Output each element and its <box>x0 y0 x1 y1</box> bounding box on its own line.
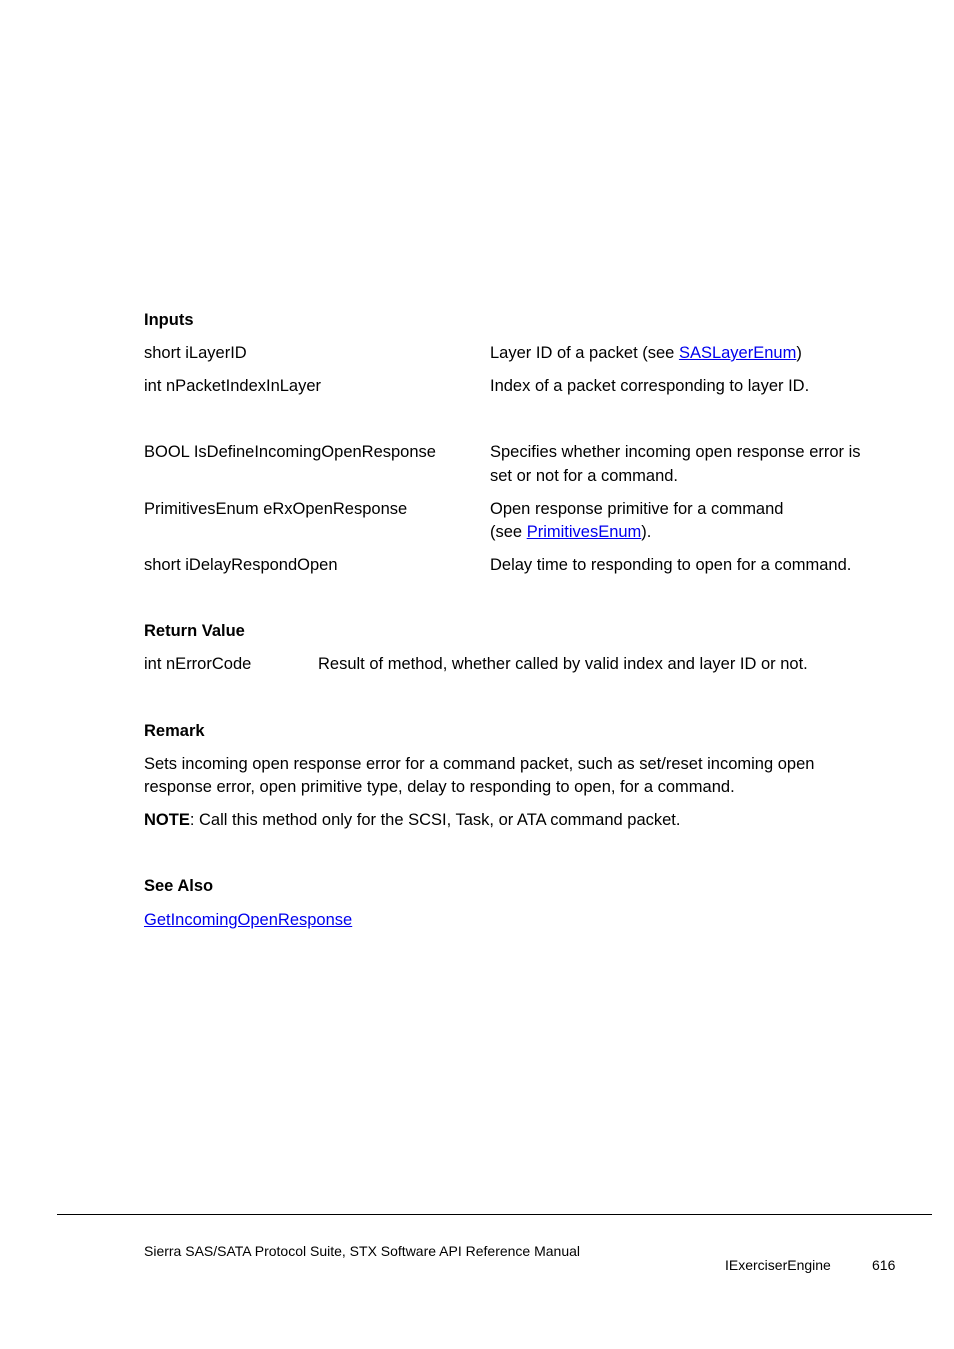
footer-page-number: 616 <box>872 1257 896 1273</box>
param-name-idelayrespondopen: short iDelayRespondOpen <box>144 556 338 574</box>
return-value-name: int nErrorCode <box>144 655 252 673</box>
param-name-isdefineincomingopenresponse: BOOL IsDefineIncomingOpenResponse <box>144 443 436 461</box>
param-desc-erxopenresponse-line2: (see PrimitivesEnum). <box>490 523 652 541</box>
param-name-erxopenresponse: PrimitivesEnum eRxOpenResponse <box>144 500 408 518</box>
remark-line1: Sets incoming open response error for a command packet, such as set/reset incoming open <box>144 755 815 773</box>
remark-note <box>144 809 680 832</box>
remark-line2: response error, open primitive type, delay to responding to open, for a command. <box>144 778 735 796</box>
param-name-ilayerid: short iLayerID <box>144 344 247 362</box>
param-name-npacketindexinlayer: int nPacketIndexInLayer <box>144 377 322 395</box>
param-desc-npacketindexinlayer: Index of a packet corresponding to layer ID. <box>490 377 810 395</box>
inputs-heading: Inputs <box>144 311 194 329</box>
saslayerenum-link[interactable]: SASLayerEnum <box>678 344 797 362</box>
return-value-heading: Return Value <box>144 622 245 640</box>
getincomingopenresponse-link[interactable]: GetIncomingOpenResponse <box>144 911 353 929</box>
param-desc-isdefineincomingopenresponse-line2: set or not for a command. <box>490 467 679 485</box>
remark-heading: Remark <box>144 722 205 740</box>
see-also-heading: See Also <box>144 877 214 895</box>
return-value-desc: Result of method, whether called by valid index and layer ID or not. <box>318 655 808 673</box>
param-desc-ilayerid: Layer ID of a packet (see SASLayerEnum) <box>490 344 802 362</box>
primitivesenum-link[interactable]: PrimitivesEnum <box>526 523 642 541</box>
param-desc-isdefineincomingopenresponse-line1: Specifies whether incoming open response error is <box>490 443 861 461</box>
footer-section-name: IExerciserEngine <box>725 1257 831 1273</box>
param-desc-idelayrespondopen: Delay time to responding to open for a command. <box>490 556 852 574</box>
see-also-item <box>144 909 352 932</box>
param-desc-erxopenresponse-line1: Open response primitive for a command <box>490 500 784 518</box>
footer-manual-title: Sierra SAS/SATA Protocol Suite, STX Software API Reference Manual <box>144 1243 581 1259</box>
note-label: NOTE <box>144 811 190 829</box>
note-text: : Call this method only for the SCSI, Task, or ATA command packet. <box>189 811 681 829</box>
footer-divider <box>57 1214 932 1215</box>
